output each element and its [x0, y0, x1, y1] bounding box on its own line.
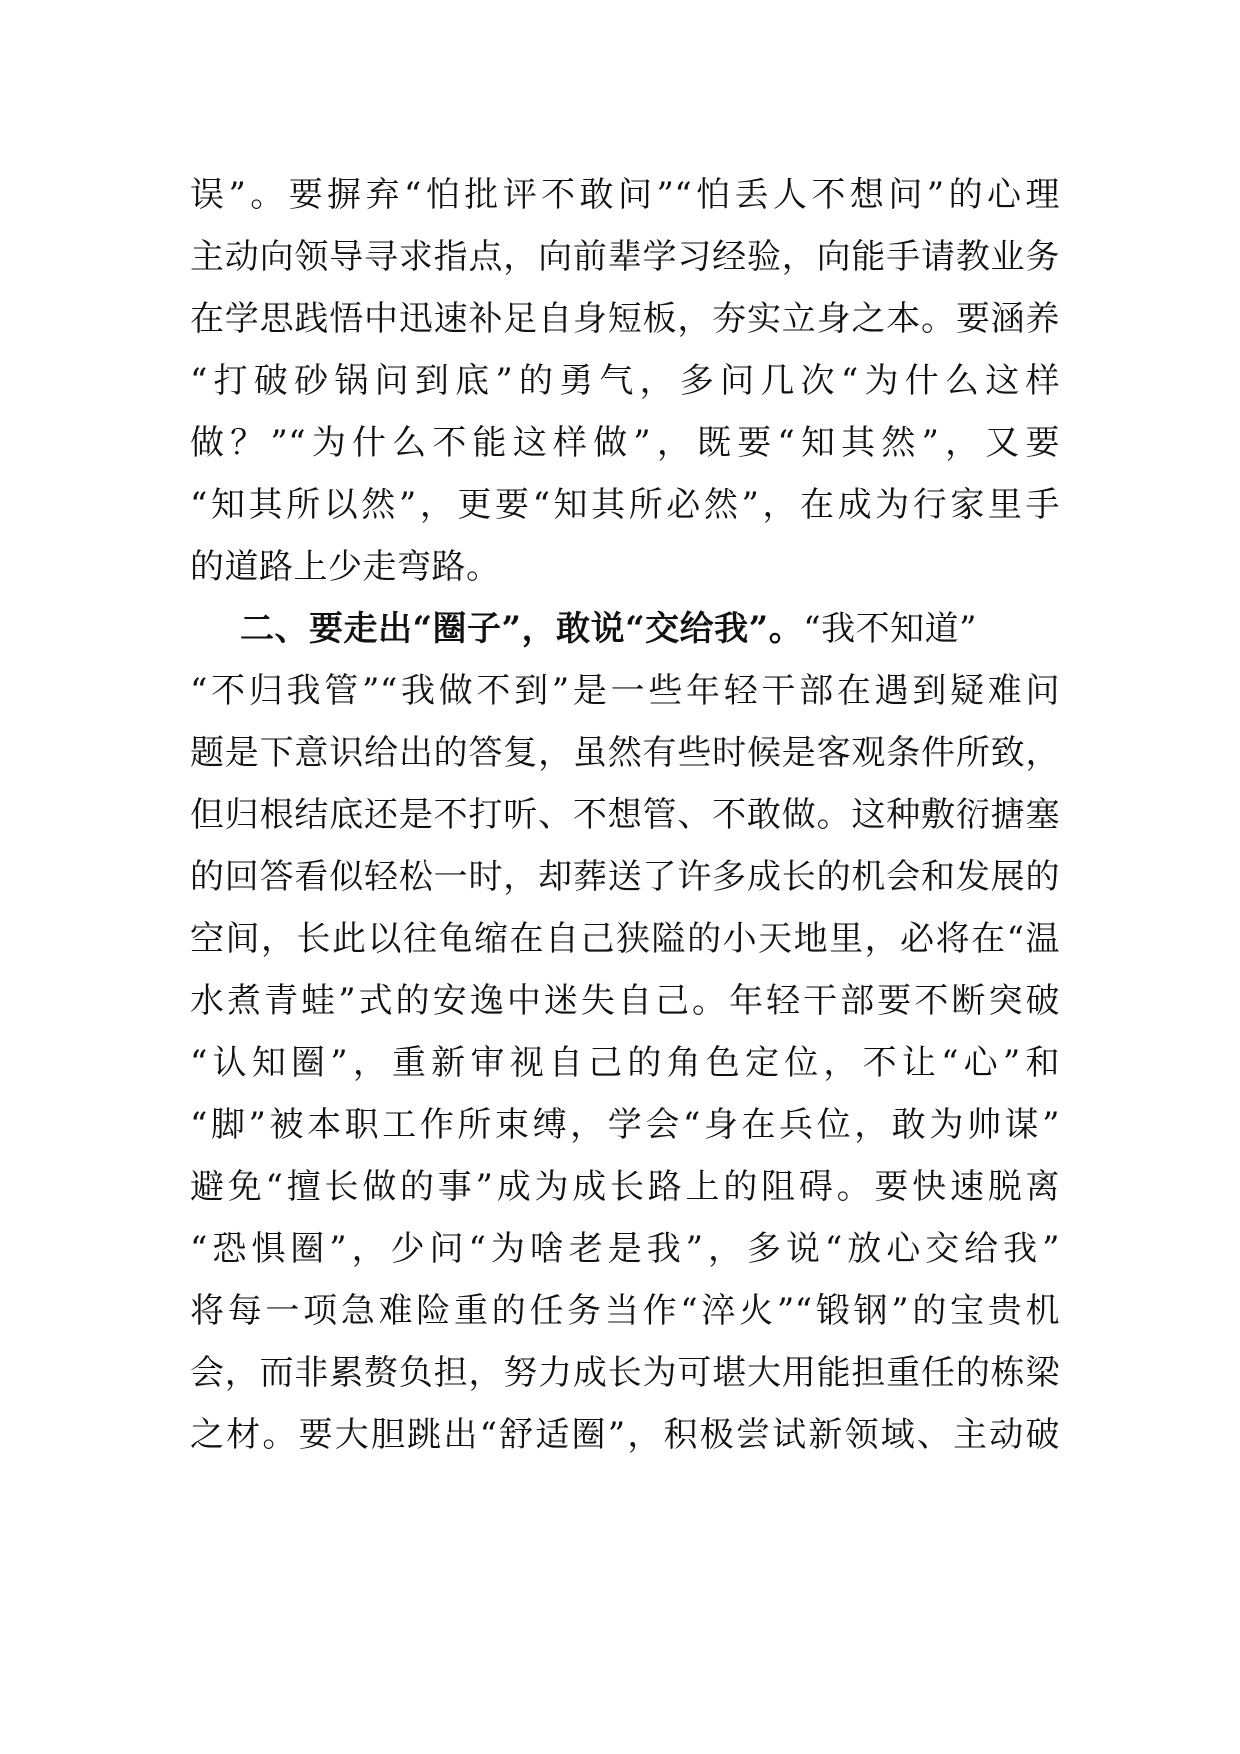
heading-line-tail: “我不知道”: [803, 609, 977, 649]
text-line: “知其所以然”，更要“知其所必然”，在成为行家里手: [190, 485, 1060, 525]
text-line: 的回答看似轻松一时，却葬送了许多成长的机会和发展的: [190, 857, 1060, 897]
text-line: 会，而非累赘负担，努力成长为可堪大用能担重任的栋梁: [190, 1353, 1060, 1393]
text-line: “认知圈”，重新审视自己的角色定位，不让“心”和: [190, 1043, 1060, 1083]
text-line: 做？”“为什么不能这样做”，既要“知其然”，又要: [190, 423, 1060, 463]
section-heading-line: [190, 598, 1060, 660]
text-line: 的道路上少走弯路。: [190, 547, 501, 587]
body-text: [190, 164, 1060, 1466]
text-line: 之材。要大胆跳出“舒适圈”，积极尝试新领域、主动破: [190, 1415, 1060, 1455]
text-line: 误”。要摒弃“怕批评不敢问”“怕丢人不想问”的心理: [190, 175, 1060, 215]
text-line: “恐惧圈”，少问“为啥老是我”，多说“放心交给我”: [190, 1229, 1060, 1269]
text-line: 主动向领导寻求指点，向前辈学习经验，向能手请教业务: [190, 237, 1060, 277]
text-line: “打破砂锅问到底”的勇气，多问几次“为什么这样: [190, 361, 1060, 401]
section-heading: 二、要走出“圈子”，敢说“交给我”。: [240, 609, 804, 649]
text-line: 在学思践悟中迅速补足自身短板，夯实立身之本。要涵养: [190, 299, 1060, 339]
text-line: “脚”被本职工作所束缚，学会“身在兵位，敢为帅谋”: [190, 1105, 1060, 1145]
text-line: “不归我管”“我做不到”是一些年轻干部在遇到疑难问: [190, 671, 1060, 711]
text-line: 空间，长此以往龟缩在自己狭隘的小天地里，必将在“温: [190, 919, 1060, 959]
text-line: 但归根结底还是不打听、不想管、不敢做。这种敷衍搪塞: [190, 795, 1060, 835]
text-line: 题是下意识给出的答复，虽然有些时候是客观条件所致，: [190, 733, 1060, 773]
text-line: 水煮青蛙”式的安逸中迷失自己。年轻干部要不断突破: [190, 981, 1060, 1021]
text-line: 将每一项急难险重的任务当作“淬火”“锻钢”的宝贵机: [190, 1291, 1060, 1331]
text-line: 避免“擅长做的事”成为成长路上的阻碍。要快速脱离: [190, 1167, 1060, 1207]
